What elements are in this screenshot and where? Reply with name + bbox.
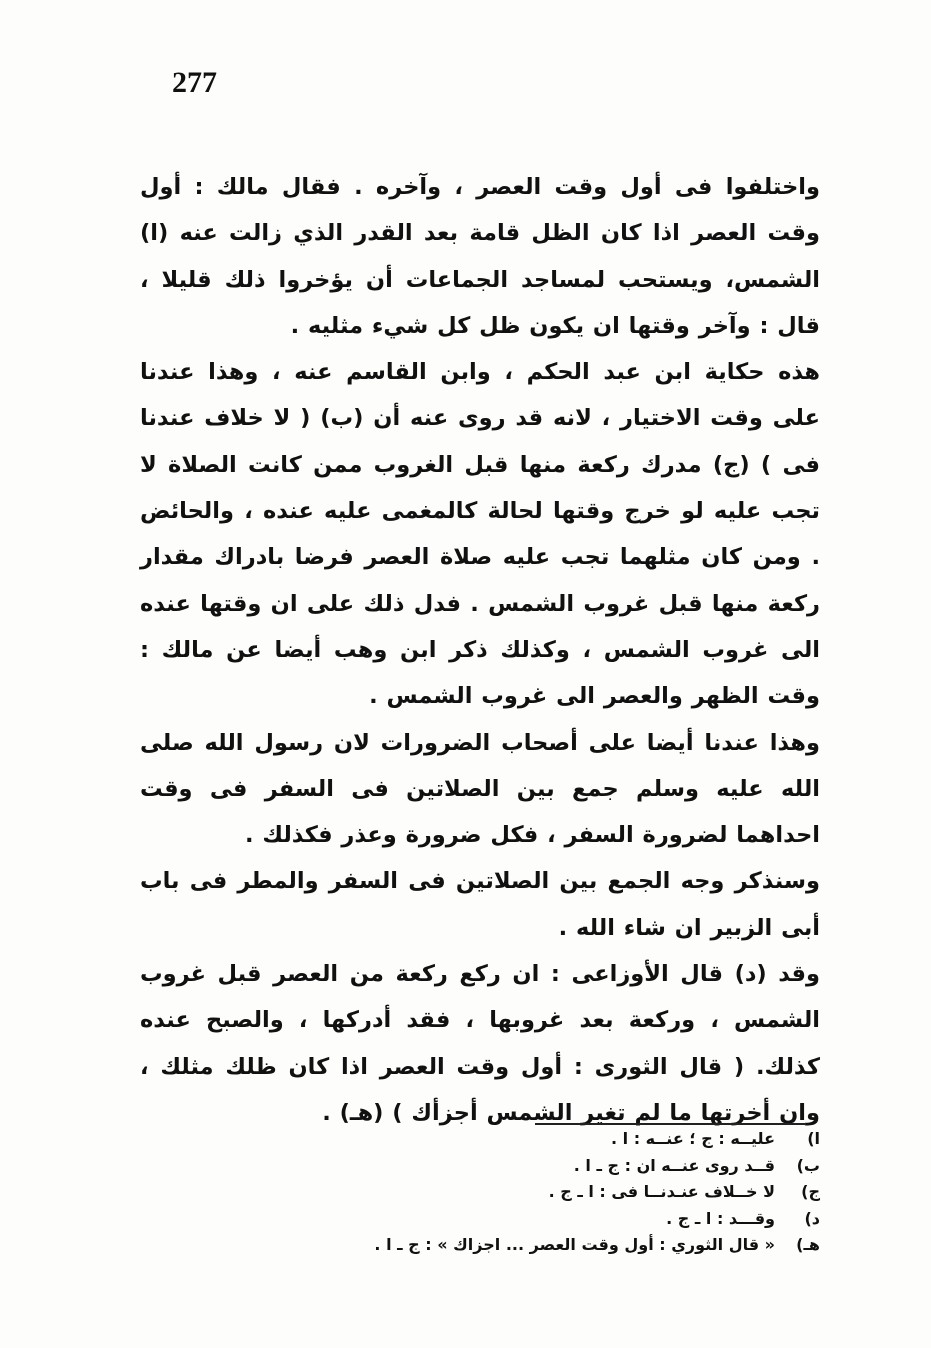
footnote-mark: ا) [807,1129,820,1148]
footnote-text: « قال الثوري : أول وقت العصر ... اجزاك » : ج ـ ا . [374,1235,775,1254]
footnote [220,1153,820,1180]
footnote-text: قــد روى عنــه ان : ج ـ ا . [573,1155,775,1175]
paragraph: وسنذكر وجه الجمع بين الصلاتين فى السفر والمطر فى باب أبى الزبير ان شاء الله . [140,868,820,941]
footnote [220,1126,820,1153]
paragraph: هذه حكاية ابن عبد الحكم ، وابن القاسم عنه ، وهذا عندنا على وقت الاختيار ، لانه قد روى عنه أن (ب) ( لا خلاف عندنا فى ) (ج) مدرك ركعة منها قبل الغروب ممن كانت الصلاة لا تجب عليه لو خرج وقتها لحالة كالمغمى عليه عنده ، والحائض . ومن كان مثلهما تجب عليه صلاة العصر فرضا بادراك مقدار ركعة منها قبل غروب الشمس . فدل ذلك على ان وقتها عنده الى غروب الشمس ، وكذلك ذكر ابن وهب أيضا عن مالك : وقت الظهر والعصر الى غروب الشمس . [140,359,820,710]
footnote-text: وقـــد : ا ـ ج . [666,1208,775,1228]
paragraph: واختلفوا فى أول وقت العصر ، وآخره . فقال مالك : أول وقت العصر اذا كان الظل قامة بعد القدر الذي زالت عنه (ا) الشمس، ويستحب لمساجد الجماعات أن يؤخروا ذلك قليلا ، قال : وآخر وقتها ان يكون ظل كل شيء مثليه . [140,174,820,339]
footnote-mark: ج) [801,1182,820,1201]
footnote [220,1179,820,1206]
footnotes [220,1126,820,1259]
footnote [220,1206,820,1233]
paragraph: وقد (د) قال الأوزاعى : ان ركع ركعة من العصر قبل غروب الشمس ، وركعة بعد غروبها ، فقد أدركها ، والصبح عنده كذلك. ( قال الثورى : أول وقت العصر اذا كان ظلك مثلك ، وان أخرتها ما لم تغير الشمس أجزأك ) (هـ) . [140,961,820,1126]
footnote-text: عليــه : ج ؛ عنــه : ا . [610,1129,775,1148]
page-number: 277 [172,66,217,99]
footnote-mark: هـ) [796,1235,820,1254]
footnote-divider [535,1123,805,1125]
paragraph: وهذا عندنا أيضا على أصحاب الضرورات لان رسول الله صلى الله عليه وسلم جمع بين الصلاتين فى السفر فى وقت احداهما لضرورة السفر ، فكل ضرورة وعذر فكذلك . [140,729,820,849]
footnote-mark: ب) [796,1155,820,1175]
footnote [220,1232,820,1259]
footnote-text: لا خــلاف عنـدنــا فى : ا ـ ج . [548,1182,775,1201]
main-text [140,164,820,1136]
footnote-mark: د) [804,1208,820,1228]
